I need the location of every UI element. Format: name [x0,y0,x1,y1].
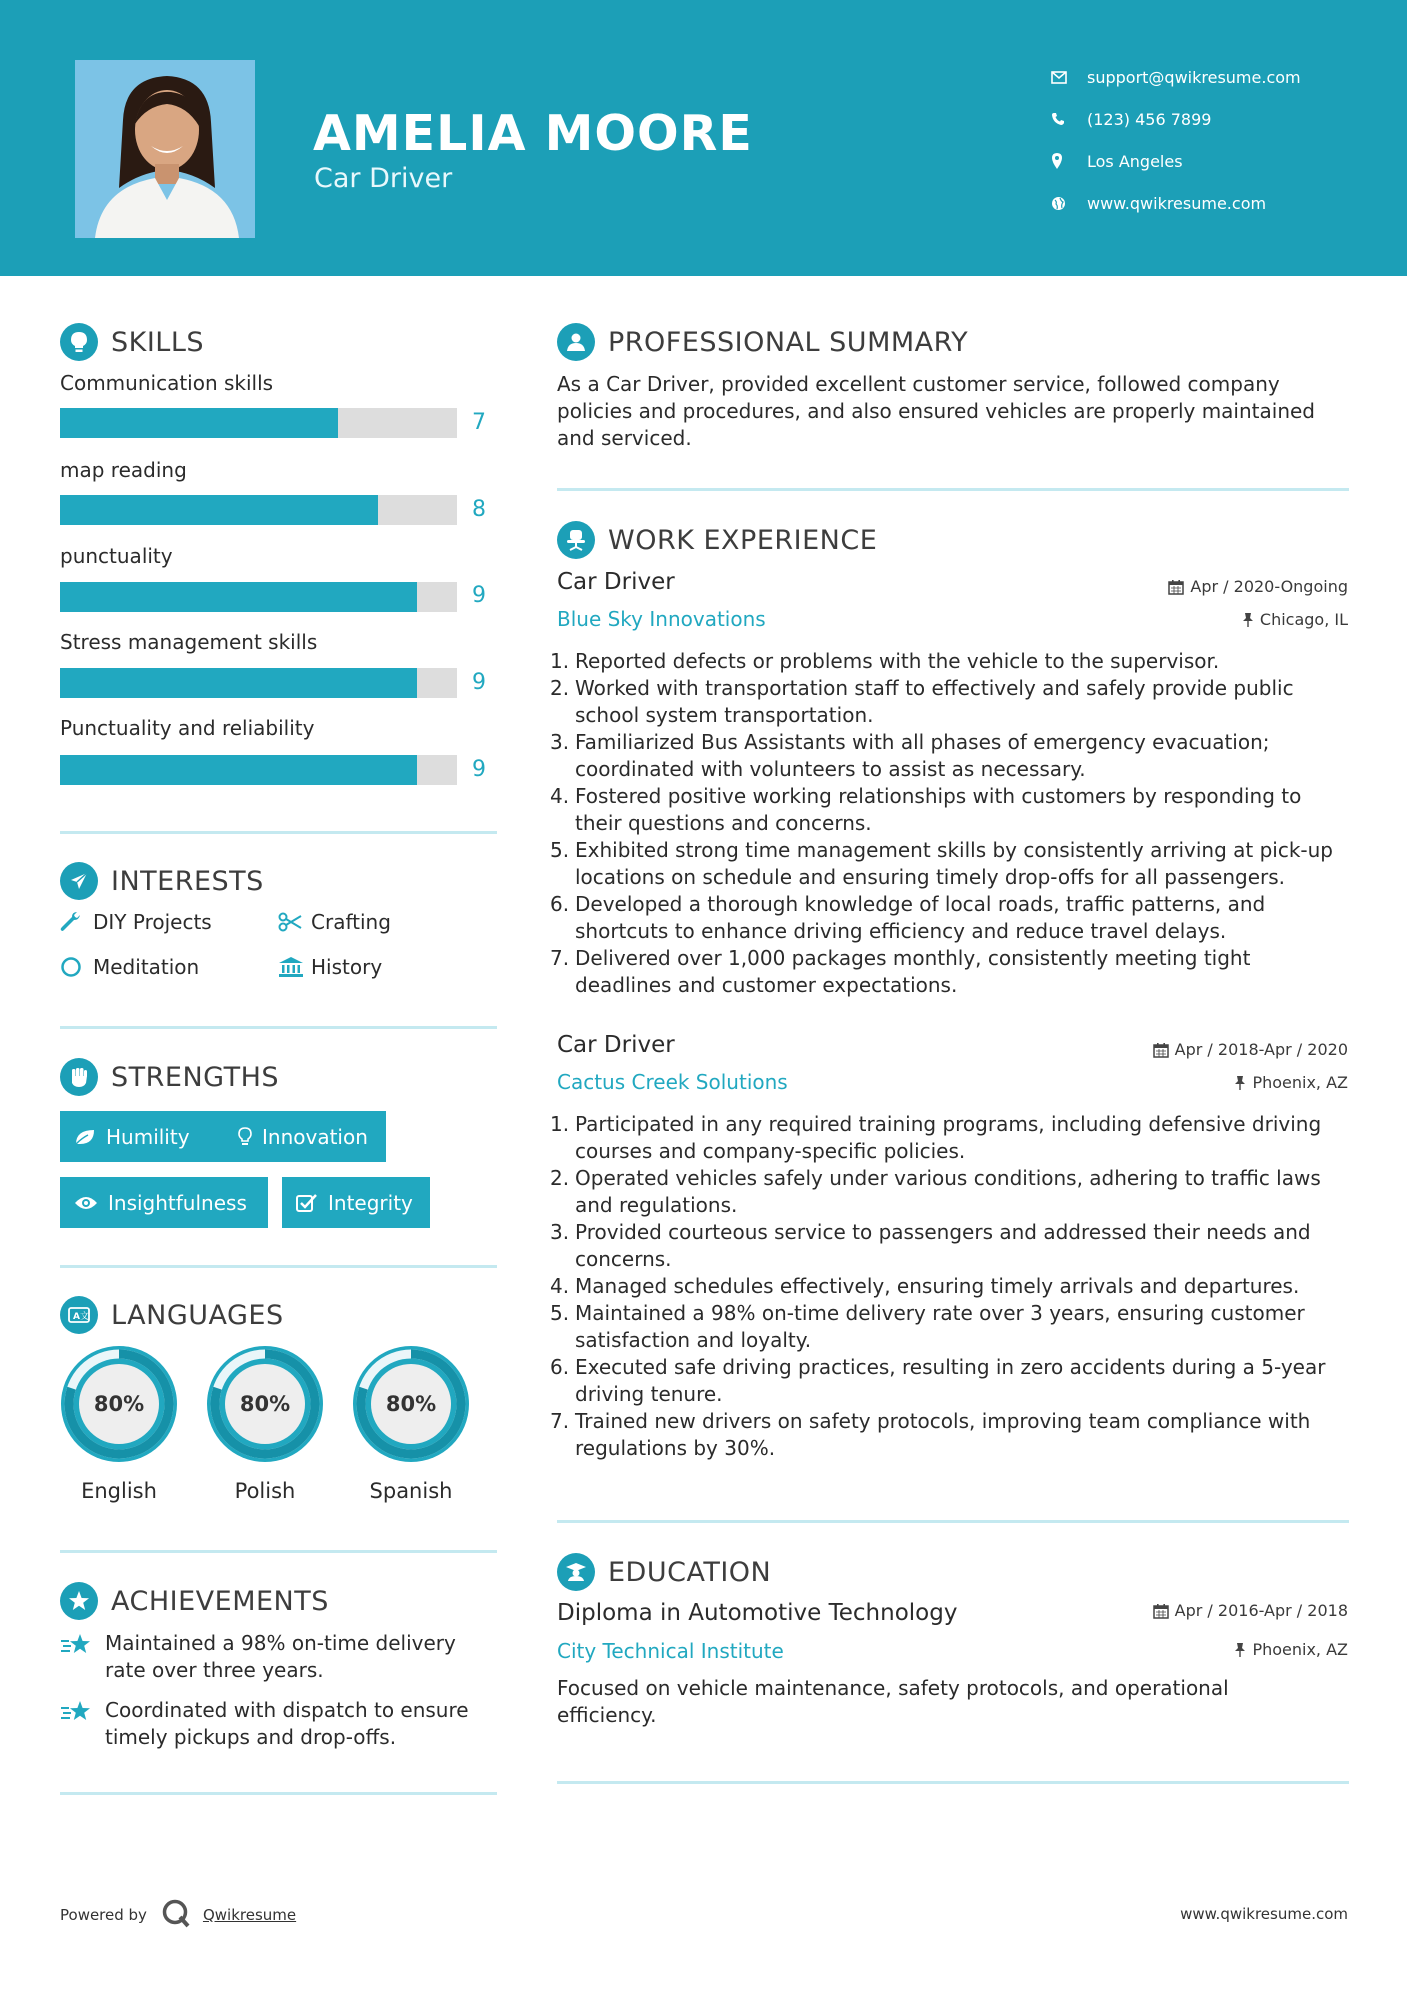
star-badge-icon [60,1582,98,1620]
education-dates-text: Apr / 2016-Apr / 2018 [1174,1601,1348,1620]
language-gauge [203,1342,327,1470]
skill-score: 7 [472,410,486,435]
shooting-star-icon [60,1630,105,1684]
language-donut [57,1342,181,1466]
qwikresume-link[interactable]: Qwikresume [202,1906,297,1924]
skill-bar [60,495,457,525]
language-gauge [349,1342,473,1470]
contact-location [1051,140,1301,182]
duty-item: 7. Delivered over 1,000 packages monthly, consistently meeting tight deadlines and customer expectations. [557,945,1353,999]
skill-name: Stress management skills [60,630,318,654]
duty-text: Fostered positive working relationships with customers by responding to their questions and concerns. [575,784,1302,835]
interests-title: INTERESTS [111,865,264,897]
duty-item: 7. Trained new drivers on safety protocols, improving team compliance with regulations by 30%. [557,1408,1353,1462]
phone-icon [1051,112,1087,126]
job-dates [1153,1040,1348,1059]
duty-item: 3. Familiarized Bus Assistants with all phases of emergency evacuation; coordinated with volunteers to assist as necessary. [557,729,1353,783]
skill-name: Punctuality and reliability [60,716,315,740]
skills-title: SKILLS [111,326,205,358]
achievement-text: Coordinated with dispatch to ensure timely pickups and drop-offs. [105,1698,469,1749]
education-location [1234,1640,1348,1659]
contact-email-text: support@qwikresume.com [1087,67,1301,87]
section-divider [60,1792,497,1795]
strength-label: Innovation [262,1124,368,1149]
education-title: EDUCATION [608,1556,772,1588]
contact-website[interactable] [1051,182,1301,224]
svg-text:A: A [73,1312,81,1322]
education-dates [1153,1601,1348,1620]
strength-tag [224,1111,386,1162]
footer-powered-by [60,1898,296,1932]
skill-score: 8 [472,497,486,522]
fist-icon [60,1058,98,1096]
language-percent: 80% [93,1392,145,1416]
museum-icon [278,956,311,978]
location-pin-icon [1051,153,1087,169]
contact-list [1051,56,1301,224]
duty-item: 5. Exhibited strong time management skills by consistently arriving at pick-up locations on schedule and ensuring timely drop-offs for all passengers. [557,837,1353,891]
duty-text: Managed schedules effectively, ensuring timely arrivals and departures. [575,1274,1300,1298]
powered-by-text: Powered by [60,1906,147,1924]
skill-score: 9 [472,583,486,608]
degree-name: Diploma in Automotive Technology [557,1600,958,1626]
section-divider [557,488,1349,491]
graduate-icon [557,1553,595,1591]
job-location [1242,610,1348,629]
skills-heading [60,323,204,361]
achievements-title: ACHIEVEMENTS [111,1585,329,1617]
job-dates-text: Apr / 2020-Ongoing [1190,577,1348,596]
duty-text: Worked with transportation staff to effectively and safely provide public school system transportation. [575,676,1294,727]
job-title: Car Driver [557,569,675,595]
duty-text: Maintained a 98% on-time delivery rate over 3 years, ensuring customer satisfaction and loyalty. [575,1301,1305,1352]
shooting-star-icon [60,1697,105,1751]
company-name: Cactus Creek Solutions [557,1070,788,1094]
paper-plane-icon [60,862,98,900]
job-dates [1168,577,1348,596]
duty-item: 1. Participated in any required training programs, including defensive driving courses and company-specific policies. [557,1111,1353,1165]
interest-label: Crafting [311,910,391,934]
candidate-role: Car Driver [314,163,453,194]
profile-photo [75,60,255,238]
resume-header [0,0,1407,276]
duty-item: 2. Worked with transportation staff to effectively and safely provide public school system transportation. [557,675,1353,729]
calendar-icon [1168,579,1184,595]
summary-title: PROFESSIONAL SUMMARY [608,326,969,358]
languages-heading [60,1296,284,1334]
calendar-icon [1153,1603,1169,1619]
duty-text: Trained new drivers on safety protocols, improving team compliance with regulations by 30%. [575,1409,1311,1460]
interest-label: History [311,955,383,979]
strength-label: Integrity [328,1190,413,1215]
contact-phone[interactable] [1051,98,1301,140]
skill-bar-fill [60,408,338,438]
strength-tag [60,1111,224,1162]
contact-phone-text: (123) 456 7899 [1087,109,1212,129]
section-divider [60,831,497,834]
duty-list [550,648,1353,999]
duty-text: Delivered over 1,000 packages monthly, consistently meeting tight deadlines and customer expectations. [575,946,1251,997]
skill-bar [60,755,457,785]
job-location-text: Phoenix, AZ [1252,1073,1348,1092]
strength-tag [60,1177,268,1228]
job-dates-text: Apr / 2018-Apr / 2020 [1174,1040,1348,1059]
language-donut [203,1342,327,1466]
skill-bar [60,582,457,612]
interest-item [60,955,199,979]
skill-name: Communication skills [60,371,274,395]
duty-item: 4. Fostered positive working relationships with customers by responding to their questions and concerns. [557,783,1353,837]
duty-list [550,1111,1353,1462]
section-divider [60,1265,497,1268]
summary-heading [557,323,968,361]
calendar-icon [1153,1042,1169,1058]
duty-item: 2. Operated vehicles safely under various conditions, adhering to traffic laws and regulations. [557,1165,1353,1219]
achievement-item [60,1697,495,1751]
wrench-icon [60,911,93,933]
duty-text: Familiarized Bus Assistants with all phases of emergency evacuation; coordinated with volunteers to assist as necessary. [575,730,1270,781]
candidate-name: AMELIA MOORE [313,105,753,162]
svg-text:文: 文 [80,1312,90,1322]
skill-bar-fill [60,755,417,785]
scissors-icon [278,912,311,932]
experience-heading [557,521,877,559]
job-location [1234,1073,1348,1092]
footer-website[interactable]: www.qwikresume.com [1180,1905,1348,1923]
office-chair-icon [557,521,595,559]
envelope-icon [1051,71,1087,84]
duty-text: Participated in any required training programs, including defensive driving courses and company-specific policies. [575,1112,1322,1163]
skill-name: punctuality [60,544,173,568]
section-divider [60,1550,497,1553]
language-name: Spanish [369,1479,453,1503]
strength-label: Insightfulness [108,1190,247,1215]
skill-bar [60,408,457,438]
languages-title: LANGUAGES [111,1299,284,1331]
pushpin-icon [1242,612,1254,628]
skill-bar [60,668,457,698]
duty-item: 6. Developed a thorough knowledge of local roads, traffic patterns, and shortcuts to enhance driving efficiency and reduce travel delays. [557,891,1353,945]
education-description: Focused on vehicle maintenance, safety protocols, and operational efficiency. [557,1676,1229,1727]
strengths-heading [60,1058,279,1096]
interest-item [278,955,382,979]
language-donut [349,1342,473,1466]
skill-score: 9 [472,757,486,782]
language-card-icon [60,1296,98,1334]
language-percent: 80% [239,1392,291,1416]
lightbulb-icon [60,323,98,361]
leaf-icon [74,1128,96,1146]
duty-text: Provided courteous service to passengers and addressed their needs and concerns. [575,1220,1311,1271]
company-name: Blue Sky Innovations [557,607,766,631]
strength-tag [282,1177,430,1228]
interest-item [60,910,212,934]
globe-icon [1051,196,1087,211]
circle-icon [60,956,93,978]
contact-location-text: Los Angeles [1087,151,1183,171]
contact-website-text: www.qwikresume.com [1087,193,1267,213]
user-icon [557,323,595,361]
eye-icon [74,1195,98,1211]
language-name: Polish [234,1479,296,1503]
pushpin-icon [1234,1642,1246,1658]
skill-name: map reading [60,458,187,482]
language-name: English [81,1479,157,1503]
interests-heading [60,862,264,900]
education-heading [557,1553,771,1591]
job-location-text: Chicago, IL [1259,610,1348,629]
interest-label: Meditation [93,955,200,979]
school-name: City Technical Institute [557,1639,784,1663]
duty-item: 5. Maintained a 98% on-time delivery rate over 3 years, ensuring customer satisfaction and loyalty. [557,1300,1353,1354]
contact-email[interactable] [1051,56,1301,98]
skill-bar-fill [60,495,378,525]
skill-bar-fill [60,582,417,612]
interest-item [278,910,391,934]
section-divider [60,1026,497,1029]
education-location-text: Phoenix, AZ [1252,1640,1348,1659]
duty-item: 3. Provided courteous service to passengers and addressed their needs and concerns. [557,1219,1353,1273]
checkbox-icon [296,1193,318,1213]
duty-text: Reported defects or problems with the vehicle to the supervisor. [575,649,1220,673]
language-gauge [57,1342,181,1470]
strength-label: Humility [106,1124,190,1149]
qwikresume-logo-icon [161,1898,191,1932]
duty-text: Exhibited strong time management skills by consistently arriving at pick-up locations on schedule and ensuring timely drop-offs for all passengers. [575,838,1333,889]
achievement-item [60,1630,495,1684]
interest-label: DIY Projects [93,910,212,934]
language-percent: 80% [385,1392,437,1416]
section-divider [557,1520,1349,1523]
pushpin-icon [1234,1075,1246,1091]
duty-text: Developed a thorough knowledge of local roads, traffic patterns, and shortcuts to enhance driving efficiency and reduce travel delays. [575,892,1266,943]
duty-item: 1. Reported defects or problems with the vehicle to the supervisor. [550,649,1220,673]
duty-text: Operated vehicles safely under various conditions, adhering to traffic laws and regulations. [575,1166,1321,1217]
strengths-title: STRENGTHS [111,1061,280,1093]
skill-bar-fill [60,668,417,698]
job-title: Car Driver [557,1032,675,1058]
achievement-text: Maintained a 98% on-time delivery rate over three years. [105,1631,456,1682]
skill-score: 9 [472,670,486,695]
summary-text: As a Car Driver, provided excellent customer service, followed company policies and procedures, and also ensured vehicles are properly maintained and serviced. [557,372,1315,450]
duty-item: 6. Executed safe driving practices, resulting in zero accidents during a 5-year driving tenure. [557,1354,1353,1408]
section-divider [557,1781,1349,1784]
lightbulb-icon [238,1127,252,1147]
duty-item: 4. Managed schedules effectively, ensuring timely arrivals and departures. [550,1274,1300,1298]
duty-text: Executed safe driving practices, resulting in zero accidents during a 5-year driving tenure. [575,1355,1326,1406]
achievements-heading [60,1582,329,1620]
experience-title: WORK EXPERIENCE [608,524,878,556]
